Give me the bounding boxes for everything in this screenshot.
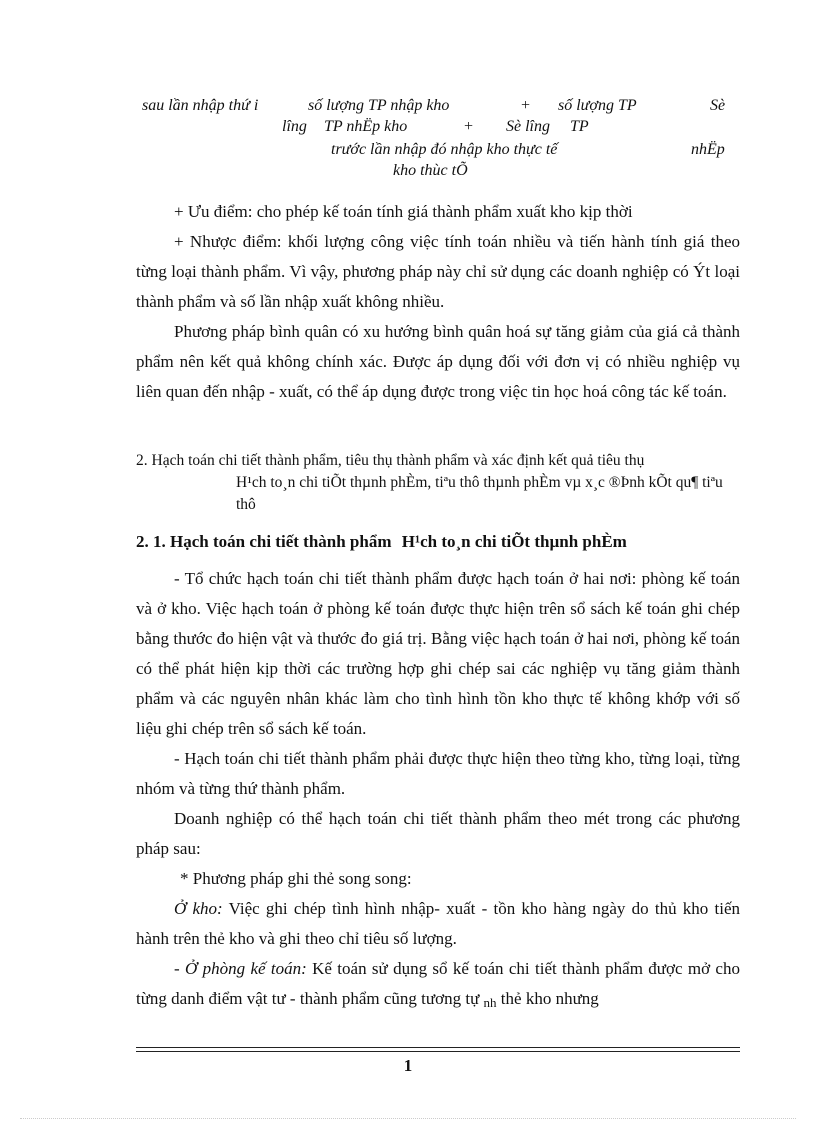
formula-text: Sè [710, 97, 726, 114]
formula-plus: + [463, 118, 474, 135]
o-kho-paragraph [136, 894, 740, 954]
formula-text: số lượng TP [558, 97, 637, 114]
phong-text-a: Kế toán sử dụng sổ kế toán chi tiết thành phẩm được mở cho từng danh điểm vật tư - thành phẩm cũng tương tự [136, 959, 740, 1008]
body-paragraph: - Hạch toán chi tiết thành phẩm phải được thực hiện theo từng kho, từng loại, từng nhóm và từng thứ thành phẩm. [136, 749, 740, 798]
advantages-section [136, 197, 740, 407]
formula-text: TP nhËp kho [324, 118, 408, 135]
formula-text: số lượng TP nhập kho [308, 97, 450, 114]
disadvantage-paragraph: + Nhược điểm: khối lượng công việc tính toán nhiều và tiến hành tính giá theo từng loại thành phẩm. Vì vậy, phương pháp này chỉ sử dụng các doanh nghiệp có Ýt loại thành phẩm và số lần nhập xuất không nhiều. [136, 232, 740, 311]
section-2-title: 2. Hạch toán chi tiết thành phẩm, tiêu thụ thành phẩm và xác định kết quả tiêu thụ [136, 452, 645, 469]
page-number: 1 [403, 1056, 413, 1075]
phong-prefix: - [174, 959, 186, 978]
phong-ke-toan-paragraph [136, 954, 740, 1015]
advantage-paragraph: + Ưu điểm: cho phép kế toán tính giá thành phẩm xuất kho kịp thời [174, 202, 633, 221]
section-2-heading [136, 450, 740, 516]
o-kho-text: Việc ghi chép tình hình nhập- xuất - tồn kho hàng ngày do thủ kho tiến hành trên thẻ kho và ghi theo chỉ tiêu số lượng. [136, 899, 740, 948]
formula-plus: + [520, 97, 531, 114]
section-2-legacy-title: H¹ch to¸n chi tiÕt thµnh phÈm, tiªu thô thµnh phÈm vµ x¸c ®Þnh kÕt qu¶ tiªu thô [236, 474, 723, 513]
section-2-1-title: 2. 1. Hạch toán chi tiết thành phẩm [136, 532, 392, 551]
average-method-paragraph: Phương pháp bình quân có xu hướng bình quân hoá sự tăng giảm của giá cả thành phẩm nên kết quả không chính xác. Được áp dụng đối với đơn vị có nhiều nghiệp vụ liên quan đến nhập - xuất, có thể áp dụng được trong việc tin học hoá công tác kế toán. [136, 322, 740, 401]
formula-text: sau lần nhập thứ i [142, 97, 259, 114]
o-kho-label: Ở kho: [174, 899, 223, 918]
section-2-1-body [136, 564, 740, 1015]
formula-text: kho thùc tÕ [393, 162, 468, 179]
section-2-1-legacy-title: H¹ch to¸n chi tiÕt thµnh phÈm [401, 532, 627, 551]
formula-text: lîng [282, 118, 307, 135]
body-paragraph: - Tổ chức hạch toán chi tiết thành phẩm được hạch toán ở hai nơi: phòng kế toán và ở kho. Việc hạch toán ở phòng kế toán được thực hiện trên sổ sách kế toán ghi chép bằng thước đo hiện vật và thước đo giá trị. Bằng việc hạch toán ở hai nơi, phòng kế toán có thể phát hiện kịp thời các trường hợp ghi chép sai các nghiệp vụ tăng giảm thành phẩm và các nguyên nhân khác làm cho tình hình tồn kho thực tế không khớp với số liệu ghi chép trên sổ sách kế toán. [136, 569, 740, 738]
formula-text: nhËp [691, 141, 725, 158]
formula-text: TP [570, 118, 589, 135]
body-paragraph: Doanh nghiệp có thể hạch toán chi tiết thành phẩm theo mét trong các phương pháp sau: [136, 809, 740, 858]
formula-text: trước lần nhập đó nhập kho thực tế [331, 141, 558, 158]
phong-ke-toan-label: Ở phòng kế toán: [185, 959, 307, 978]
section-2-1-heading [136, 532, 627, 552]
page-bottom-border [20, 1118, 796, 1119]
method-heading: * Phương pháp ghi thẻ song song: [180, 869, 412, 888]
formula-text: Sè lîng [506, 118, 550, 135]
phong-nh: nh [483, 995, 497, 1010]
phong-text-b: thẻ kho nhưng [496, 989, 599, 1008]
footer-rule [136, 1051, 740, 1052]
footer-rule [136, 1047, 740, 1048]
